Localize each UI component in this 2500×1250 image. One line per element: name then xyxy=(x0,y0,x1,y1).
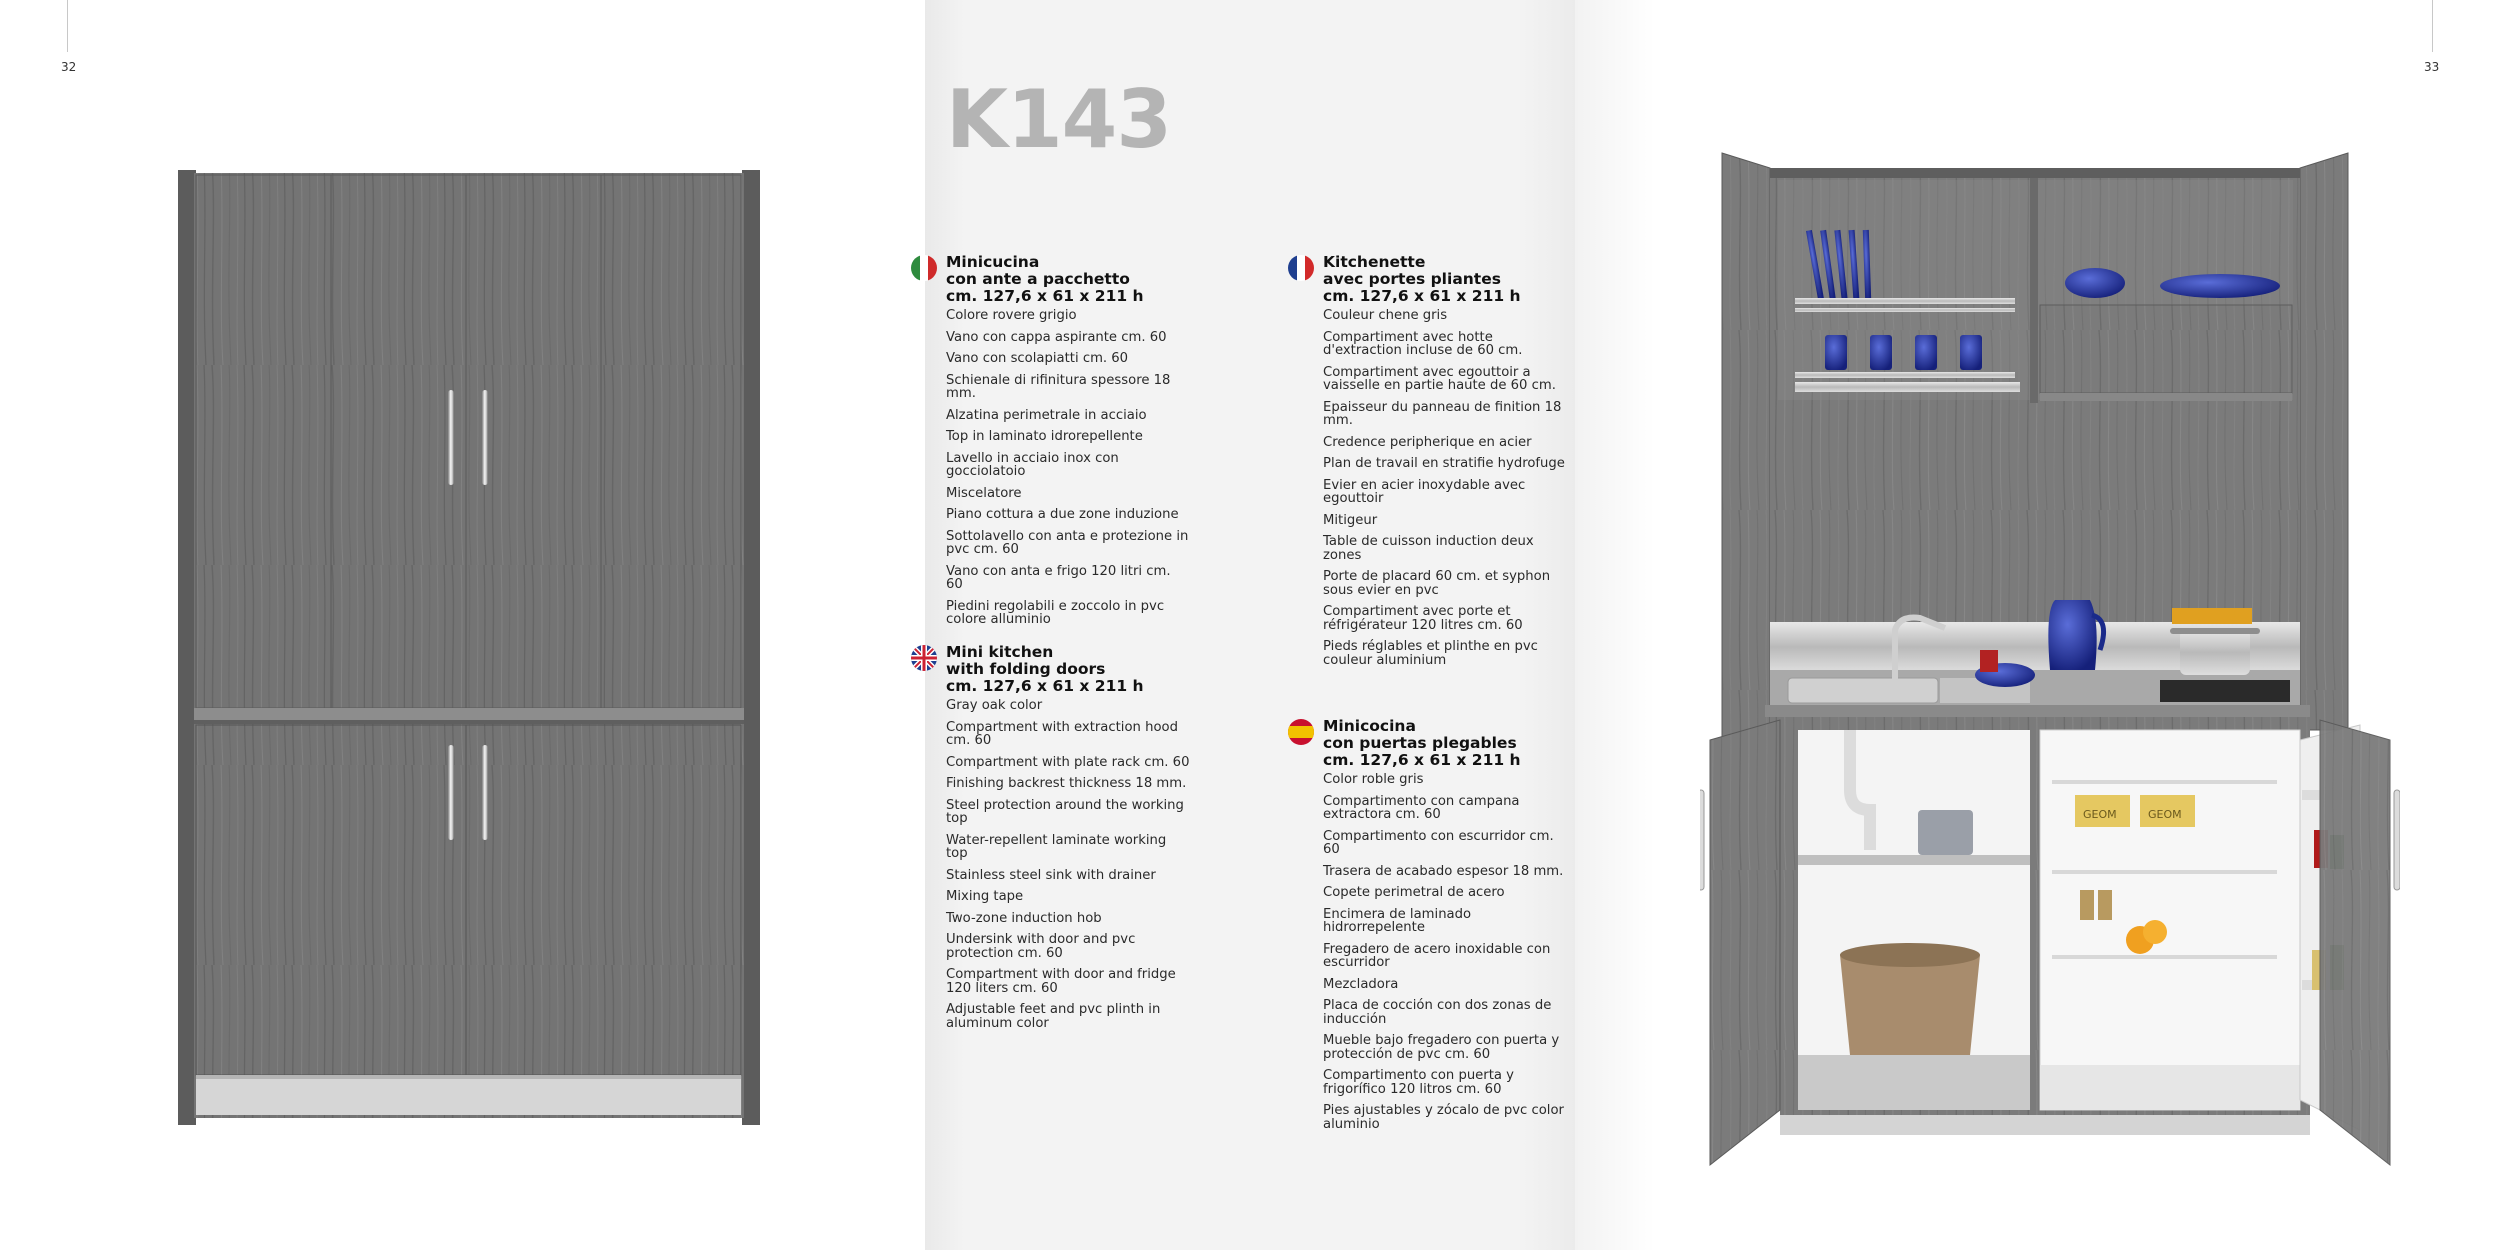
list-item: Mueble bajo fregadero con puerta y protección de pvc cm. 60 xyxy=(1323,1033,1560,1062)
list-item: Compartiment avec hotte d'extraction incluse de 60 cm. xyxy=(1323,329,1523,358)
closed-cabinet-image xyxy=(170,165,770,1130)
list-item: Stainless steel sink with drainer xyxy=(946,867,1156,883)
spec-heading: Kitchenette avec portes pliantes cm. 127,6 x 61 x 211 h xyxy=(1323,253,1521,305)
spec-list xyxy=(946,309,1191,627)
list-item: Colore rovere grigio xyxy=(946,308,1077,323)
list-item: Compartimento con escurridor cm. 60 xyxy=(1323,828,1554,857)
list-item: Sottolavello con anta e protezione in pvc cm. 60 xyxy=(946,528,1189,557)
left-page-number: 32 xyxy=(61,60,77,74)
list-item: Vano con anta e frigo 120 litri cm. 60 xyxy=(946,563,1171,592)
list-item: Compartimento con puerta y frigorífico 120 litros cm. 60 xyxy=(1323,1068,1514,1097)
list-item: Mezcladora xyxy=(1323,976,1399,992)
spec-list xyxy=(946,699,1191,1030)
panel-shadow xyxy=(1575,0,1655,1250)
list-item: Compartimento con campana extractora cm. 60 xyxy=(1323,793,1520,822)
list-item: Epaisseur du panneau de finition 18 mm. xyxy=(1323,399,1562,428)
spec-block-english xyxy=(946,644,1191,1038)
list-item: Evier en acier inoxydable avec egouttoir xyxy=(1323,477,1526,506)
list-item: Pies ajustables y zócalo de pvc color aluminio xyxy=(1323,1103,1564,1132)
open-cabinet-image xyxy=(1700,150,2400,1170)
france-flag-icon xyxy=(1288,255,1314,281)
list-item: Copete perimetral de acero xyxy=(1323,885,1505,900)
list-item: Miscelatore xyxy=(946,485,1022,501)
spec-heading: Minicocina con puertas plegables cm. 127,6 x 61 x 211 h xyxy=(1323,717,1521,769)
spec-block-italian xyxy=(946,254,1191,635)
list-item: Two-zone induction hob xyxy=(946,910,1102,926)
spec-heading: Minicucina con ante a pacchetto cm. 127,6 x 61 x 211 h xyxy=(946,253,1144,305)
list-item: Credence peripherique en acier xyxy=(1323,434,1532,450)
spec-list xyxy=(1323,773,1568,1131)
list-item: Top in laminato idrorepellente xyxy=(946,429,1143,444)
list-item: Undersink with door and pvc protection cm. 60 xyxy=(946,932,1136,961)
list-item: Table de cuisson induction deux zones xyxy=(1323,534,1534,563)
list-item: Couleur chene gris xyxy=(1323,308,1448,323)
list-item: Mitigeur xyxy=(1323,512,1378,528)
list-item: Finishing backrest thickness 18 mm. xyxy=(946,776,1187,791)
list-item: Mixing tape xyxy=(946,889,1024,904)
list-item: Adjustable feet and pvc plinth in aluminum color xyxy=(946,1002,1161,1031)
list-item: Encimera de laminado hidrorrepelente xyxy=(1323,906,1472,935)
list-item: Water-repellent laminate working top xyxy=(946,832,1167,861)
list-item: Pieds réglables et plinthe en pvc couleur aluminium xyxy=(1323,639,1538,668)
uk-flag-icon xyxy=(911,645,937,671)
list-item: Alzatina perimetrale in acciaio xyxy=(946,407,1147,423)
spec-list xyxy=(1323,309,1568,667)
list-item: Vano con scolapiatti cm. 60 xyxy=(946,351,1129,366)
list-item: Piedini regolabili e zoccolo in pvc colore alluminio xyxy=(946,598,1165,627)
right-page-number: 33 xyxy=(2424,60,2440,74)
spec-block-spanish xyxy=(1323,718,1568,1139)
list-item: Compartment with extraction hood cm. 60 xyxy=(946,719,1178,748)
list-item: Compartment with plate rack cm. 60 xyxy=(946,754,1190,770)
list-item: Steel protection around the working top xyxy=(946,797,1184,826)
list-item: Compartiment avec egouttoir a vaisselle en partie haute de 60 cm. xyxy=(1323,364,1556,393)
list-item: Porte de placard 60 cm. et syphon sous evier en pvc xyxy=(1323,569,1551,598)
list-item: Piano cottura a due zone induzione xyxy=(946,507,1179,522)
list-item: Plan de travail en stratifie hydrofuge xyxy=(1323,456,1565,471)
list-item: Schienale di rifinitura spessore 18 mm. xyxy=(946,372,1171,401)
list-item: Compartment with door and fridge 120 liters cm. 60 xyxy=(946,967,1176,996)
fridge-label: GEOM xyxy=(2083,808,2117,821)
list-item: Vano con cappa aspirante cm. 60 xyxy=(946,329,1167,345)
spain-flag-icon xyxy=(1288,719,1314,745)
list-item: Trasera de acabado espesor 18 mm. xyxy=(1323,863,1564,879)
model-title: K143 xyxy=(946,73,1171,166)
left-page-marker xyxy=(67,0,68,52)
italy-flag-icon xyxy=(911,255,937,281)
spec-block-french xyxy=(1323,254,1568,675)
list-item: Gray oak color xyxy=(946,698,1043,713)
list-item: Compartiment avec porte et réfrigérateur 120 litres cm. 60 xyxy=(1323,604,1523,633)
list-item: Fregadero de acero inoxidable con escurridor xyxy=(1323,941,1551,970)
list-item: Color roble gris xyxy=(1323,772,1424,787)
list-item: Placa de cocción con dos zonas de inducción xyxy=(1323,998,1552,1027)
list-item: Lavello in acciaio inox con gocciolatoio xyxy=(946,450,1119,479)
fridge-label: GEOM xyxy=(2148,808,2182,821)
right-page-marker xyxy=(2432,0,2433,52)
spec-heading: Mini kitchen with folding doors cm. 127,6 x 61 x 211 h xyxy=(946,643,1144,695)
